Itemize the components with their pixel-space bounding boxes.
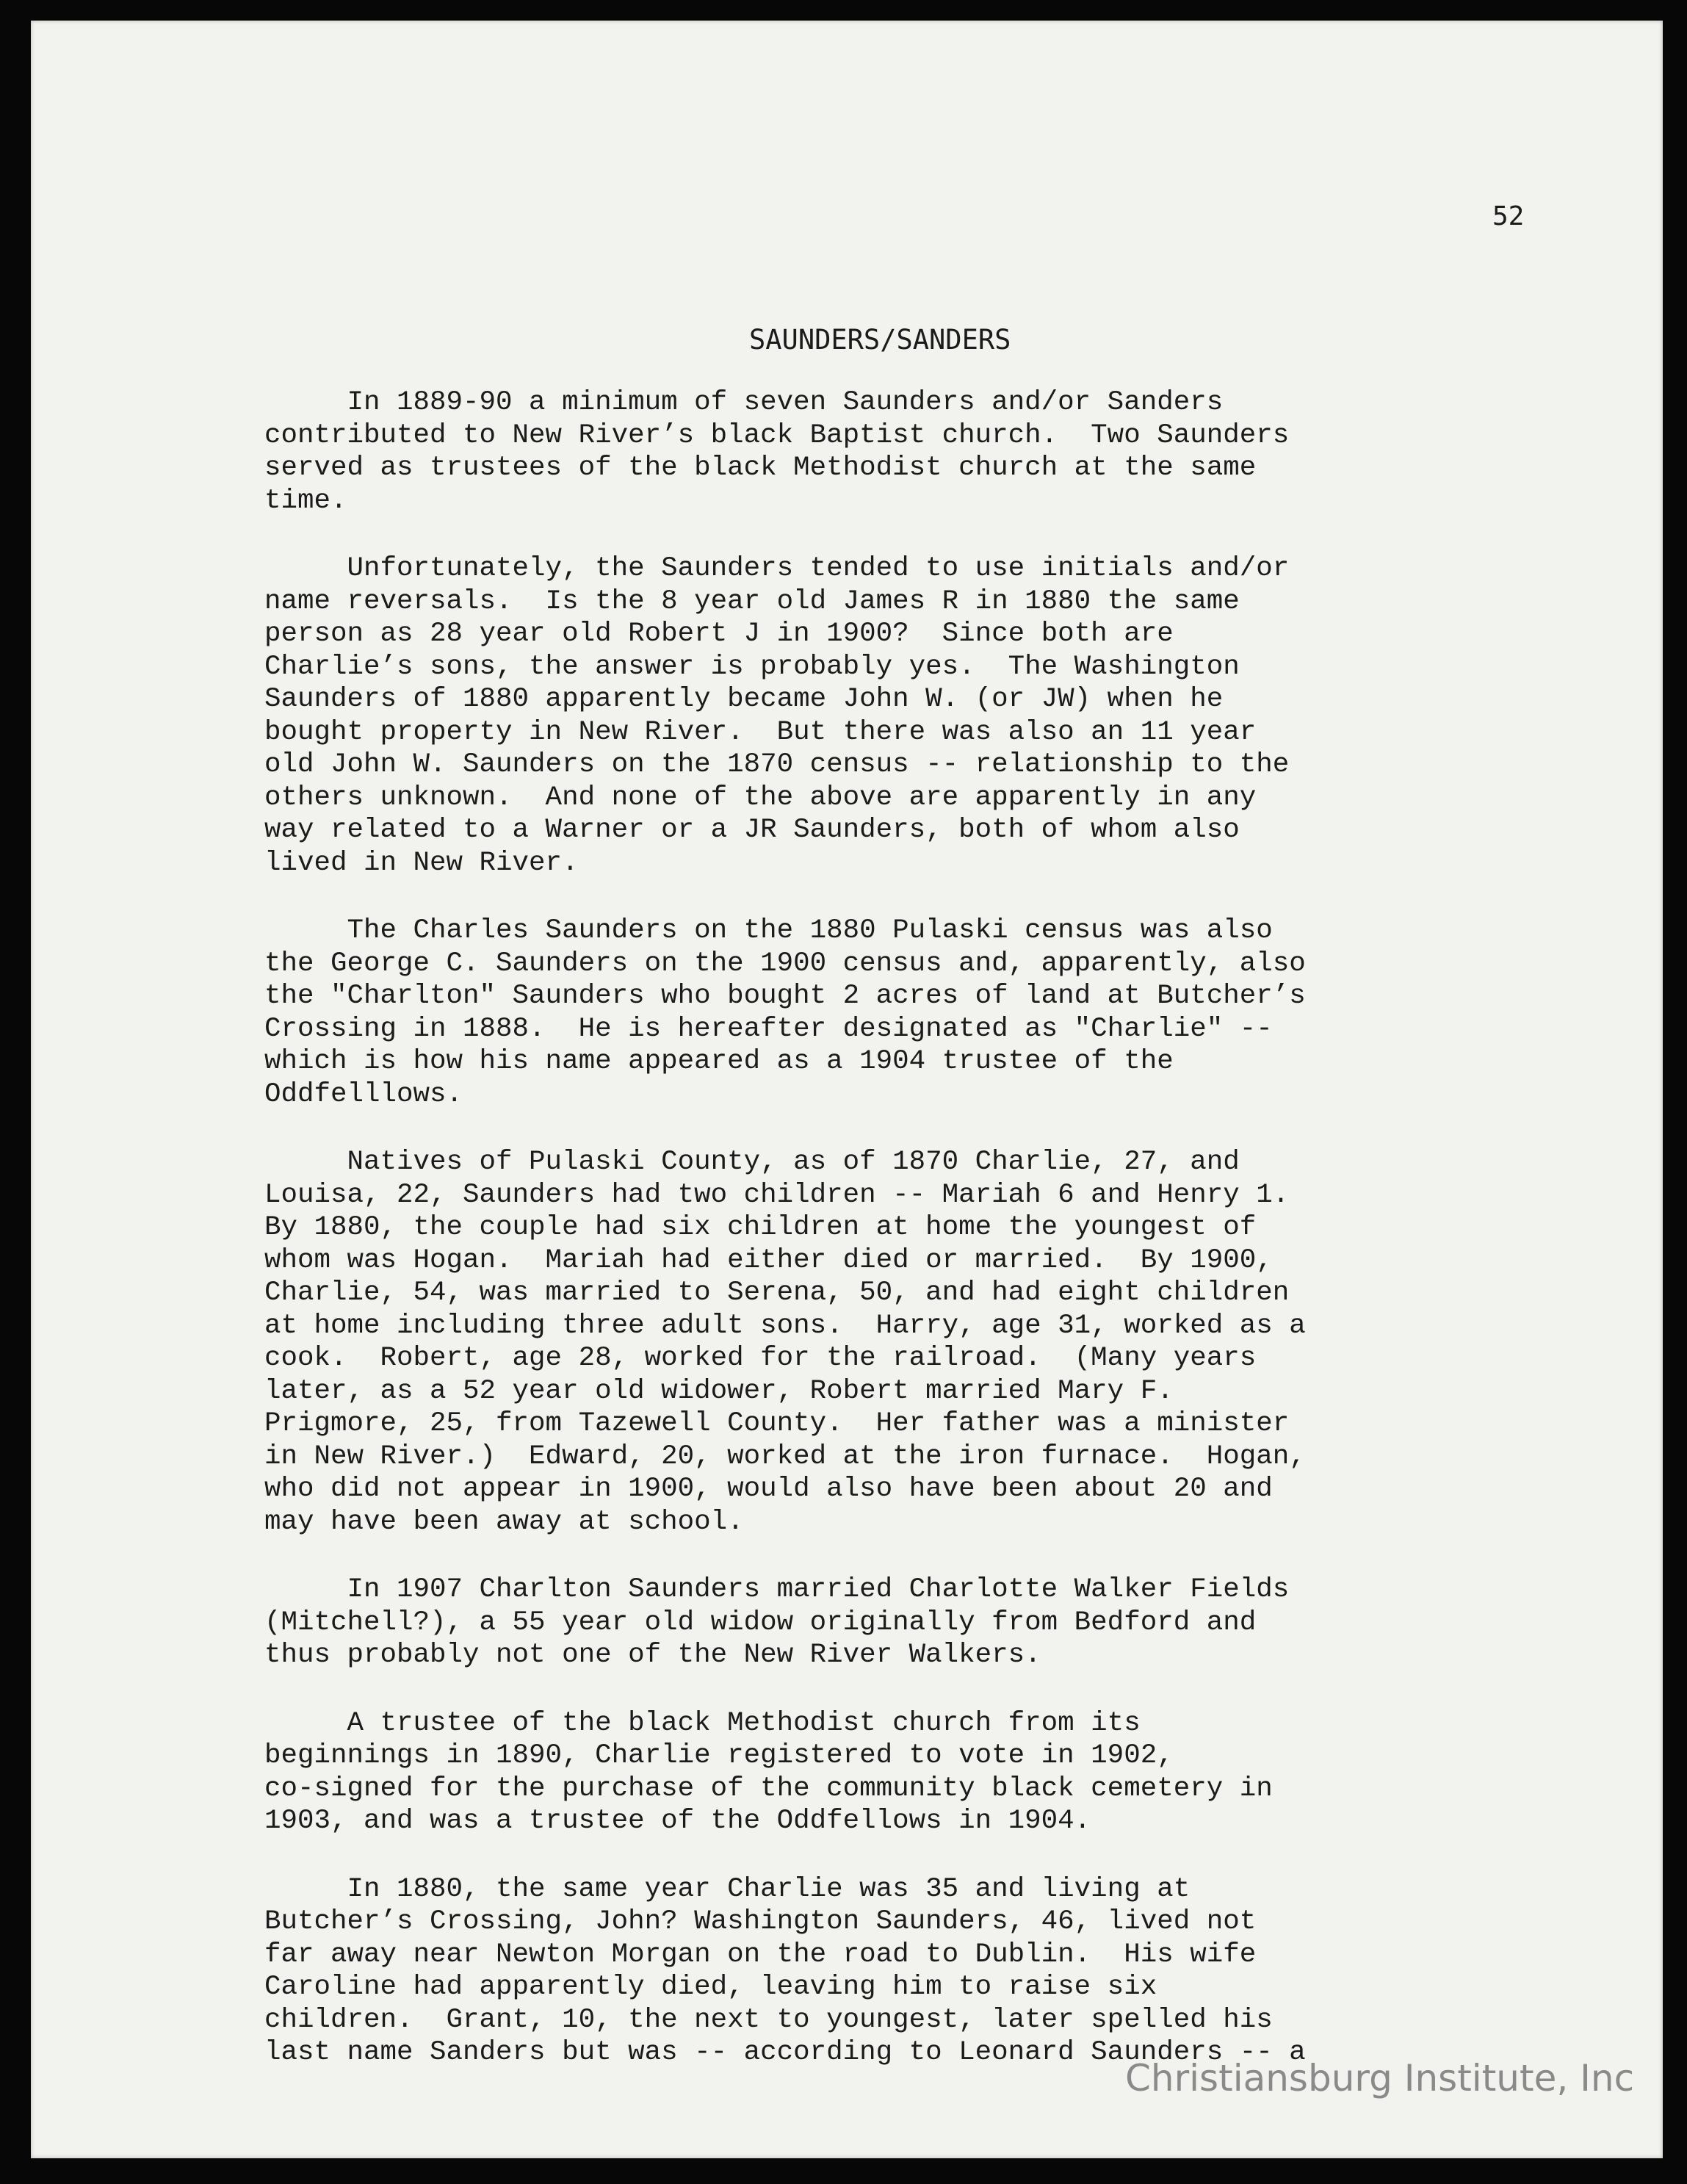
text-line: In 1907 Charlton Saunders married Charlotte Walker Fields: [264, 1574, 1290, 1605]
text-line: name reversals. Is the 8 year old James R in 1880 the same: [264, 585, 1240, 617]
page-number: 52: [1492, 201, 1525, 231]
text-line: children. Grant, 10, the next to youngest, later spelled his: [264, 2004, 1273, 2036]
text-line: may have been away at school.: [264, 1506, 744, 1538]
text-line: Charlie, 54, was married to Serena, 50, and had eight children: [264, 1277, 1290, 1308]
text-line: whom was Hogan. Mariah had either died or married. By 1900,: [264, 1244, 1273, 1276]
text-line: which is how his name appeared as a 1904 trustee of the: [264, 1046, 1174, 1077]
document-page: [31, 21, 1663, 2158]
text-line: Louisa, 22, Saunders had two children -- Mariah 6 and Henry 1.: [264, 1179, 1290, 1211]
text-line: Crossing in 1888. He is hereafter designated as "Charlie" --: [264, 1013, 1273, 1045]
text-line: Butcher’s Crossing, John? Washington Saunders, 46, lived not: [264, 1906, 1257, 1937]
text-line: others unknown. And none of the above are apparently in any: [264, 782, 1257, 813]
text-line: beginnings in 1890, Charlie registered to vote in 1902,: [264, 1740, 1174, 1771]
text-line: bought property in New River. But there was also an 11 year: [264, 716, 1257, 748]
text-line: person as 28 year old Robert J in 1900? Since both are: [264, 619, 1174, 649]
text-line: In 1880, the same year Charlie was 35 and living at: [264, 1873, 1191, 1905]
text-line: old John W. Saunders on the 1870 census -- relationship to the: [264, 749, 1290, 780]
paragraph-4: [264, 1146, 1528, 1538]
paragraph-3: [264, 915, 1528, 1111]
text-line: lived in New River.: [264, 847, 579, 879]
text-line: Saunders of 1880 apparently became John W. (or JW) when he: [264, 684, 1224, 715]
text-line: Unfortunately, the Saunders tended to use initials and/or: [264, 553, 1290, 584]
text-line: who did not appear in 1900, would also have been about 20 and: [264, 1474, 1273, 1504]
text-line: in New River.) Edward, 20, worked at the iron furnace. Hogan,: [264, 1441, 1306, 1472]
text-line: later, as a 52 year old widower, Robert married Mary F.: [264, 1375, 1174, 1407]
text-line: the George C. Saunders on the 1900 census and, apparently, also: [264, 948, 1306, 979]
body-text: [264, 386, 1528, 2105]
paragraph-1: [264, 386, 1528, 517]
text-line: Natives of Pulaski County, as of 1870 Charlie, 27, and: [264, 1147, 1240, 1178]
text-line: co-signed for the purchase of the community black cemetery in: [264, 1773, 1273, 1804]
paragraph-7: [264, 1873, 1528, 2069]
text-line: cook. Robert, age 28, worked for the railroad. (Many years: [264, 1343, 1257, 1374]
paragraph-6: [264, 1707, 1528, 1838]
text-line: By 1880, the couple had six children at home the youngest of: [264, 1212, 1257, 1243]
text-line: Charlie’s sons, the answer is probably yes. The Washington: [264, 651, 1240, 682]
text-line: Caroline had apparently died, leaving him to raise six: [264, 1972, 1157, 2003]
text-line: (Mitchell?), a 55 year old widow originally from Bedford and: [264, 1607, 1257, 1638]
text-line: Oddfelllows.: [264, 1078, 463, 1110]
watermark: Christiansburg Institute, Inc: [1125, 2057, 1635, 2100]
text-line: served as trustees of the black Methodist church at the same: [264, 453, 1257, 483]
document-title: SAUNDERS/SANDERS: [749, 324, 1011, 356]
text-line: Prigmore, 25, from Tazewell County. Her father was a minister: [264, 1408, 1290, 1439]
text-line: far away near Newton Morgan on the road to Dublin. His wife: [264, 1939, 1257, 1970]
text-line: way related to a Warner or a JR Saunders, both of whom also: [264, 815, 1240, 846]
text-line: In 1889-90 a minimum of seven Saunders and/or Sanders: [264, 387, 1224, 418]
text-line: contributed to New River’s black Baptist church. Two Saunders: [264, 419, 1290, 451]
text-line: last name Sanders but was -- according to Leonard Saunders -- a: [264, 2037, 1306, 2068]
text-line: time.: [264, 485, 347, 516]
text-line: The Charles Saunders on the 1880 Pulaski census was also: [264, 915, 1273, 946]
text-line: thus probably not one of the New River Walkers.: [264, 1640, 1041, 1671]
text-line: A trustee of the black Methodist church from its: [264, 1707, 1141, 1739]
paragraph-5: [264, 1574, 1528, 1672]
paragraph-2: [264, 552, 1528, 879]
text-line: the "Charlton" Saunders who bought 2 acres of land at Butcher’s: [264, 981, 1306, 1012]
text-line: 1903, and was a trustee of the Oddfellows in 1904.: [264, 1806, 1091, 1837]
text-line: at home including three adult sons. Harry, age 31, worked as a: [264, 1310, 1306, 1341]
